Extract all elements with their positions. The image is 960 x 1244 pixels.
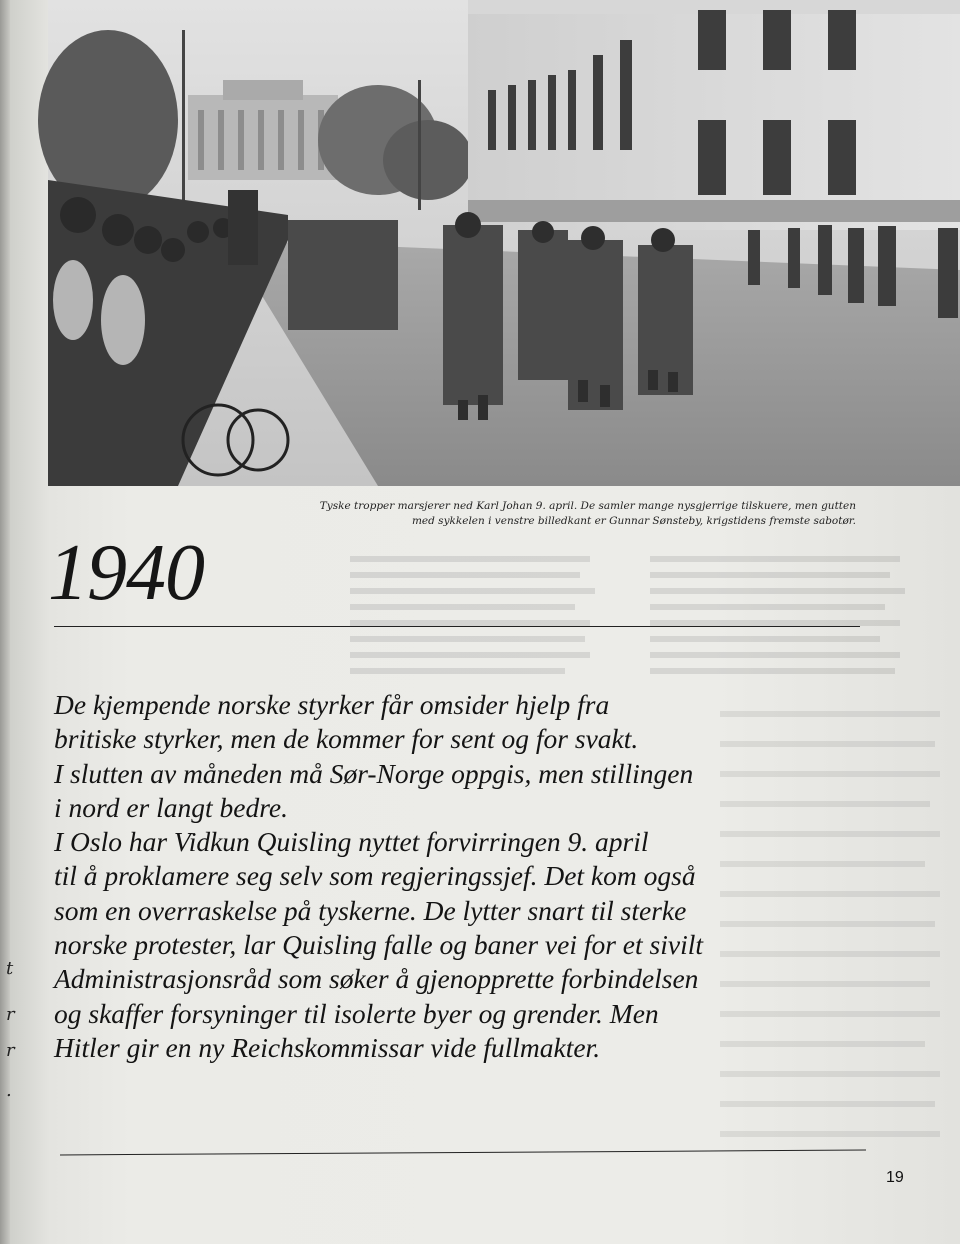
gutter-letter: . — [6, 1080, 12, 1101]
body-line: I slutten av måneden må Sør-Norge oppgis, men stillingen — [54, 757, 694, 789]
page-number: 19 — [886, 1169, 904, 1186]
body-line: og skaffer forsyninger til isolerte byer og grender. Men — [54, 997, 659, 1029]
gutter-letter: t — [6, 958, 14, 979]
year-heading: 1940 — [48, 529, 204, 617]
show-through-texture — [340, 535, 900, 685]
body-line: til å proklamere seg selv som regjeringssjef. Det kom også — [54, 860, 696, 892]
body-line: I Oslo har Vidkun Quisling nyttet forvirringen 9. april — [54, 826, 649, 858]
body-line: i nord er langt bedre. — [54, 791, 288, 823]
photo-illustration — [48, 0, 960, 486]
heading-rule — [54, 626, 860, 627]
historical-photo — [48, 0, 960, 486]
body-line: Administrasjonsråd som søker å gjenopprette forbindelsen — [54, 963, 699, 995]
body-line: som en overraskelse på tyskerne. De lytter snart til sterke — [54, 894, 687, 926]
gutter-letter: r — [6, 1004, 15, 1025]
book-page — [6, 0, 960, 1244]
gutter-letter: r — [6, 1040, 15, 1061]
photo-caption — [210, 499, 856, 529]
body-text — [54, 688, 894, 1065]
show-through-lines — [350, 549, 910, 699]
body-line: norske protester, lar Quisling falle og baner vei for et sivilt — [54, 929, 703, 961]
caption-line: Tyske tropper marsjerer ned Karl Johan 9. april. De samler mange nysgjerrige tilskuere, men gutten — [319, 500, 856, 512]
body-line: De kjempende norske styrker får omsider hjelp fra — [54, 689, 610, 720]
body-line: Hitler gir en ny Reichskommissar vide fullmakter. — [54, 1031, 601, 1063]
caption-line: med sykkelen i venstre billedkant er Gunnar Sønsteby, krigstidens fremste sabotør. — [411, 515, 856, 527]
body-line: britiske styrker, men de kommer for sent og for svakt. — [54, 723, 639, 755]
